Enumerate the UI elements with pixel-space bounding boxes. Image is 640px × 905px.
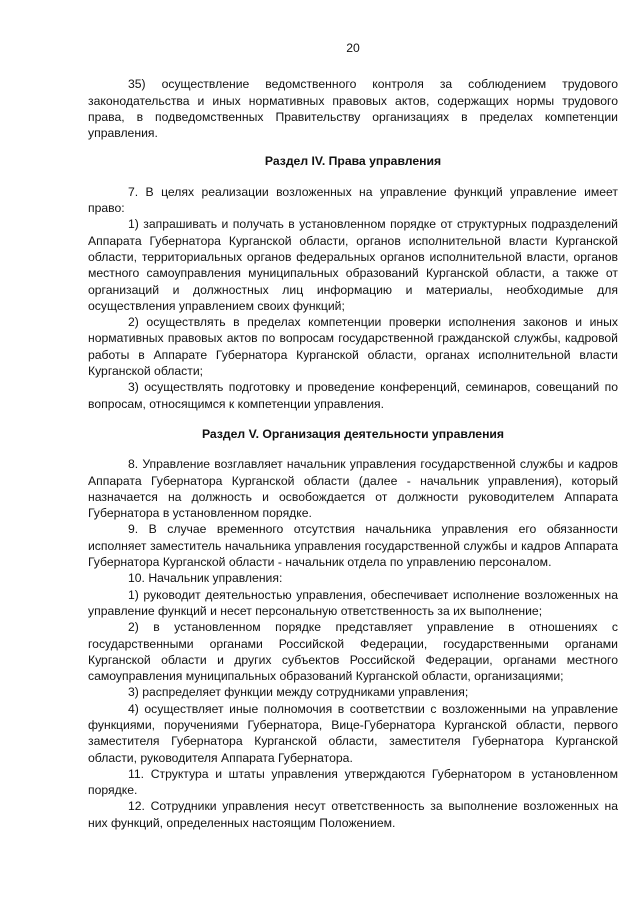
paragraph-11: 11. Структура и штаты управления утверждаются Губернатором в установленном порядке. — [88, 766, 618, 798]
paragraph-10-item-4: 4) осуществляет иные полномочия в соответствии с возложенными на управление функциями, поручениями Губернатора, Вице-Губернатора Курганской области, первого заместителя Губернатора Курганской области, заместителя Губернатора Курганской области, руководителя Аппарата Губернатора. — [88, 701, 618, 765]
paragraph-7-item-3: 3) осуществлять подготовку и проведение конференций, семинаров, совещаний по вопросам, относящимся к компетенции управления. — [88, 380, 618, 411]
paragraph-7-item-1: 1) запрашивать и получать в установленном порядке от структурных подразделений Аппарата Губернатора Курганской области, органов исполнительной власти Курганской области, территориальных органов федеральных органов исполнительной власти, органов местного самоуправления муниципальных образований Курганской области, а также от организаций и должностных лиц информацию и материалы, необходимые для осуществления управлением своих функций; — [88, 217, 618, 313]
paragraph-35: 35) осуществление ведомственного контроля за соблюдением трудового законодательства и иных нормативных правовых актов, содержащих нормы трудового права, в подведомственных Правительству организациях в пределах компетенции управления. — [88, 77, 618, 141]
paragraph-10-item-1: 1) руководит деятельностью управления, обеспечивает исполнение возложенных на управление функций и несет персональную ответственность за их выполнение; — [88, 587, 618, 618]
paragraph-8: 8. Управление возглавляет начальник управления государственной службы и кадров Аппарата Губернатора Курганской области (далее - начальник управления), который назначается на должность и освобождается от должности руководителем Аппарата Губернатора в установленном порядке. — [88, 457, 618, 521]
paragraph-7: 7. В целях реализации возложенных на управление функций управление имеет право: — [88, 184, 618, 216]
paragraph-7-item-2: 2) осуществлять в пределах компетенции проверки исполнения законов и иных нормативных правовых актов по вопросам государственной гражданской службы, кадровой работы в Аппарате Губернатора Курганской области, органах исполнительной власти Курганской области; — [88, 315, 618, 379]
paragraph-9: 9. В случае временного отсутствия начальника управления его обязанности исполняет заместитель начальника управления государственной службы и кадров Аппарата Губернатора Курганской области - начальник отдела по управлению персоналом. — [88, 522, 618, 570]
paragraph-10-item-2: 2) в установленном порядке представляет управление в отношениях с государственными органами Российской Федерации, государственными органами Курганской области и других субъектов Российской Федерации, органами местного самоуправления муниципальных образований Курганской области, организациями; — [88, 620, 618, 684]
paragraph-10-item-3: 3) распределяет функции между сотрудниками управления; — [128, 685, 469, 700]
page-number: 20 — [346, 41, 360, 55]
paragraph-12: 12. Сотрудники управления несут ответственность за выполнение возложенных на них функций, определенных настоящим Положением. — [88, 799, 618, 830]
section-5-title: Раздел V. Организация деятельности управления — [201, 426, 505, 441]
section-4-title: Раздел IV. Права управления — [264, 154, 442, 169]
paragraph-10: 10. Начальник управления: — [128, 571, 283, 586]
document-page — [88, 40, 618, 831]
